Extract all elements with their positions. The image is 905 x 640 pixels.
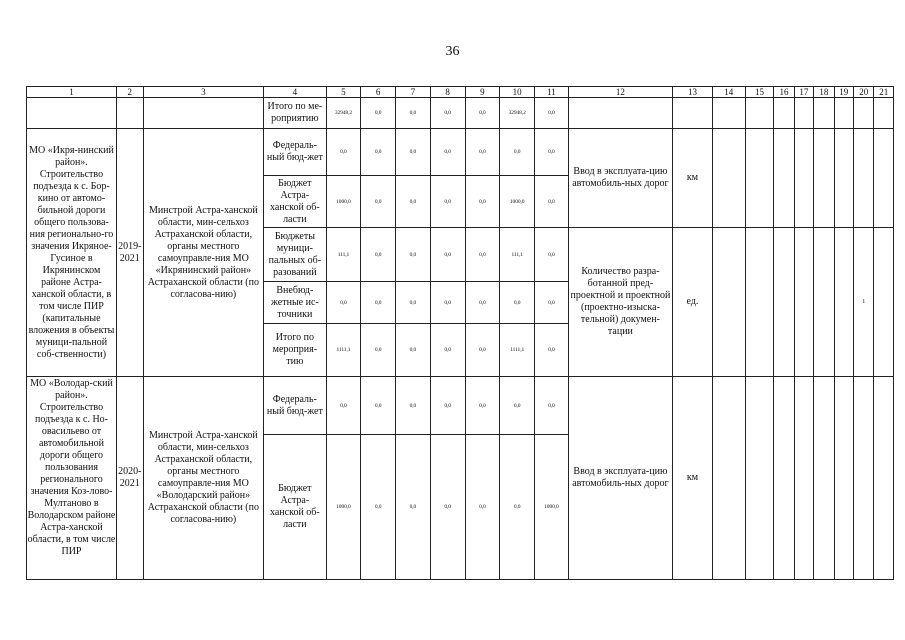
value-cell: 0,0 <box>465 282 500 324</box>
value-cell: 0,0 <box>430 282 465 324</box>
value-cell: 0,0 <box>535 377 569 435</box>
value-cell: 0,0 <box>396 324 431 377</box>
funding-source: Итого по ме-роприятию <box>264 98 326 129</box>
value-cell: 0,0 <box>535 98 569 129</box>
value-cell: 0,0 <box>396 129 431 176</box>
value-cell: 0,0 <box>396 176 431 228</box>
project-2-unit-1: км <box>673 377 713 580</box>
value-cell: 0,0 <box>430 98 465 129</box>
project-1-years: 2019-2021 <box>116 129 143 377</box>
value-cell: 1111,1 <box>500 324 535 377</box>
col-header: 10 <box>500 87 535 98</box>
value-cell: 0,0 <box>396 98 431 129</box>
col-header: 20 <box>853 87 873 98</box>
funding-source: Бюджет Астра-ханской об-ласти <box>264 435 326 580</box>
project-2-name: МО «Володар-ский район». Строительство подъезда к с. Но-овасильево от автомобильной дороги общего пользования регионального значения Коз-лово-Мултаново в Володарском районе Астра-ханской области, в том числе ПИР <box>27 377 117 580</box>
value-cell: 0,0 <box>465 176 500 228</box>
value-cell: 0,0 <box>535 324 569 377</box>
project-2-executors: Минстрой Астра-ханской области, мин-сельхоз Астраханской области, органы местного самоуправле-ния МО «Володарский район» Астраханской области (по согласова-нию) <box>143 377 264 580</box>
value-cell: 1000,0 <box>326 435 361 580</box>
col-header: 4 <box>264 87 326 98</box>
column-header-row <box>27 87 894 98</box>
value-cell: 0,0 <box>465 98 500 129</box>
value-cell: 0,0 <box>361 228 396 282</box>
value-cell: 0,0 <box>326 282 361 324</box>
value-cell: 0,0 <box>361 176 396 228</box>
funding-source: Федераль-ный бюд-жет <box>264 129 326 176</box>
col-header: 13 <box>673 87 713 98</box>
col-header: 11 <box>535 87 569 98</box>
funding-source: Федераль-ный бюд-жет <box>264 377 326 435</box>
value-cell: 0,0 <box>465 377 500 435</box>
value-cell: 0,0 <box>430 129 465 176</box>
col-header: 8 <box>430 87 465 98</box>
value-cell: 0,0 <box>535 228 569 282</box>
value-cell: 0,0 <box>361 98 396 129</box>
value-cell: 0,0 <box>465 435 500 580</box>
page-number: 36 <box>445 44 460 59</box>
value-cell: 0,0 <box>361 324 396 377</box>
value-cell: 0,0 <box>500 282 535 324</box>
col-header: 18 <box>814 87 834 98</box>
col-header: 14 <box>712 87 745 98</box>
value-cell: 0,0 <box>361 282 396 324</box>
value-cell: 0,0 <box>535 282 569 324</box>
col-header: 19 <box>834 87 853 98</box>
year-value: 1 <box>853 228 873 377</box>
project-1-indicator-1: Ввод в эксплуата-цию автомобиль-ных дорог <box>568 129 672 228</box>
value-cell: 0,0 <box>465 324 500 377</box>
project-2-years: 2020-2021 <box>116 377 143 580</box>
funding-source: Внебюд-жетные ис-точники <box>264 282 326 324</box>
value-cell: 0,0 <box>430 176 465 228</box>
col-header: 15 <box>745 87 774 98</box>
value-cell: 0,0 <box>396 435 431 580</box>
value-cell: 1000,0 <box>326 176 361 228</box>
funding-source: Итого по мероприя-тию <box>264 324 326 377</box>
value-cell: 0,0 <box>430 324 465 377</box>
value-cell: 0,0 <box>361 129 396 176</box>
value-cell: 0,0 <box>535 129 569 176</box>
value-cell: 1000,0 <box>535 435 569 580</box>
value-cell: 32948,2 <box>326 98 361 129</box>
project-1-executors: Минстрой Астра-ханской области, мин-сельхоз Астраханской области, органы местного самоуправле-ния МО «Икрянинский район» Астраханской области (по согласова-нию) <box>143 129 264 377</box>
col-header: 7 <box>396 87 431 98</box>
value-cell: 0,0 <box>361 377 396 435</box>
value-cell: 0,0 <box>430 435 465 580</box>
value-cell: 0,0 <box>361 435 396 580</box>
value-cell: 111,1 <box>500 228 535 282</box>
project-1-name: МО «Икря-нинский район». Строительство подъезда к с. Бор-кино от автомо-бильной дороги общего пользова-ния регионально-го значения Икряное-Гусиное в Икрянинском районе Астра-ханской области, в том числе ПИР (капитальные вложения в объекты муници-пальной соб-ственности) <box>27 129 117 377</box>
value-cell: 0,0 <box>500 435 535 580</box>
col-header: 9 <box>465 87 500 98</box>
col-header: 12 <box>568 87 672 98</box>
value-cell: 0,0 <box>396 377 431 435</box>
col-header: 1 <box>27 87 117 98</box>
col-header: 17 <box>794 87 813 98</box>
program-table <box>26 86 894 580</box>
value-cell: 0,0 <box>430 228 465 282</box>
value-cell: 111,1 <box>326 228 361 282</box>
project-1-indicator-2: Количество разра-ботанной пред-проектной и проектной (проектно-изыска-тельной) докумен-тации <box>568 228 672 377</box>
project-1-row-federal <box>27 129 894 176</box>
project-2-row-federal <box>27 377 894 435</box>
col-header: 3 <box>143 87 264 98</box>
value-cell: 0,0 <box>465 129 500 176</box>
value-cell: 0,0 <box>326 377 361 435</box>
value-cell: 32948,2 <box>500 98 535 129</box>
project-1-unit-2: ед. <box>673 228 713 377</box>
value-cell: 0,0 <box>396 228 431 282</box>
value-cell: 0,0 <box>396 282 431 324</box>
col-header: 16 <box>774 87 794 98</box>
value-cell: 0,0 <box>430 377 465 435</box>
value-cell: 1000,0 <box>500 176 535 228</box>
col-header: 21 <box>874 87 894 98</box>
project-2-indicator-1: Ввод в эксплуата-цию автомобиль-ных дорог <box>568 377 672 580</box>
funding-source: Бюджеты муници-пальных об-разований <box>264 228 326 282</box>
carry-row <box>27 98 894 129</box>
value-cell: 0,0 <box>500 377 535 435</box>
col-header: 2 <box>116 87 143 98</box>
value-cell: 0,0 <box>500 129 535 176</box>
col-header: 5 <box>326 87 361 98</box>
value-cell: 0,0 <box>465 228 500 282</box>
value-cell: 0,0 <box>326 129 361 176</box>
value-cell: 0,0 <box>535 176 569 228</box>
project-1-unit-1: км <box>673 129 713 228</box>
col-header: 6 <box>361 87 396 98</box>
value-cell: 1111,1 <box>326 324 361 377</box>
funding-source: Бюджет Астра-ханской об-ласти <box>264 176 326 228</box>
